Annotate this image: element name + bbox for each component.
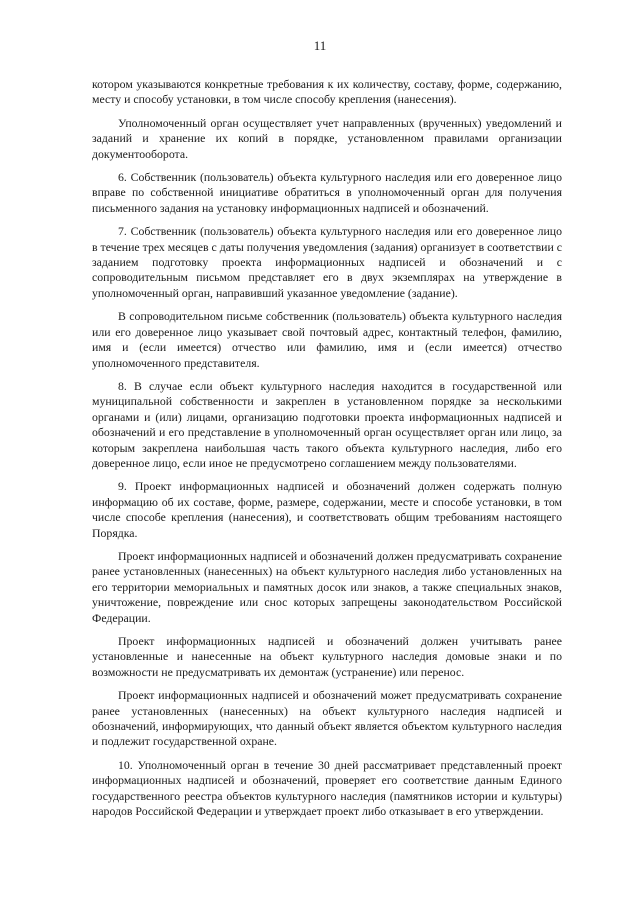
paragraph-preservation-requirement: Проект информационных надписей и обозначений должен предусматривать сохранение ранее установленных (нанесенных) на объект культурного наследия либо установленных на его территории мемориальных и памятных досок или знаков, а также специальных знаков, уничтожение, повреждение или снос которых запрещены законодательством Российской Федерации.	[92, 548, 562, 625]
paragraph-existing-inscriptions: Проект информационных надписей и обозначений может предусматривать сохранение ранее установленных (нанесенных) на объект культурного наследия надписей и обозначений, информирующих, что данный объект является объектом культурного наследия и подлежит государственной охране.	[92, 688, 562, 749]
paragraph-registration-note: Уполномоченный орган осуществляет учет направленных (врученных) уведомлений и заданий и хранение их копий в порядке, установленном правилами организации документооборота.	[92, 115, 562, 161]
paragraph-house-signs: Проект информационных надписей и обозначений должен учитывать ранее установленные и нанесенные на объект культурного наследия домовые знаки и по возможности не предусматривать их демонтаж (устранение) или перенос.	[92, 634, 562, 679]
paragraph-item-10: 10. Уполномоченный орган в течение 30 дней рассматривает представленный проект информационных надписей и обозначений, проверяет его соответствие данным Единого государственного реестра объектов культурного наследия (памятников истории и культуры) народов Российской Федерации и утверждает проект либо отказывает в его утверждении.	[92, 757, 562, 819]
paragraph-item-6: 6. Собственник (пользователь) объекта культурного наследия или его доверенное лицо вправе по собственной инициативе обратиться в уполномоченный орган для получения письменного задания на установку информационных надписей и обозначений.	[92, 170, 562, 215]
paragraph-continuation: котором указываются конкретные требования к их количеству, составу, форме, содержанию, месту и способу установки, в том числе способу крепления (нанесения).	[92, 77, 562, 107]
paragraph-item-7: 7. Собственник (пользователь) объекта культурного наследия или его доверенное лицо в течение трех месяцев с даты получения уведомления (задания) организует в соответствии с заданием подготовку проекта информационных надписей и обозначений и с сопроводительным письмом представляет его в двух экземплярах на утверждение в уполномоченный орган, направивший указанное уведомление (задание).	[92, 224, 562, 300]
paragraph-cover-letter: В сопроводительном письме собственник (пользователь) объекта культурного наследия или его доверенное лицо указывает свой почтовый адрес, контактный телефон, фамилию, имя и (если имеется) отчество или фамилию, имя и (если имеется) отчество уполномоченного представителя.	[92, 309, 562, 370]
paragraph-item-8: 8. В случае если объект культурного наследия находится в государственной или муниципальной собственности и закреплен в установленном порядке за несколькими органами и (или) лицами, организацию подготовки проекта информационных надписей и обозначений и его представление в уполномоченный орган осуществляет орган или лицо, за которым закреплена наибольшая часть такого объекта культурного наследия, либо его доверенное лицо, если иное не предусмотрено соглашением между пользователями.	[92, 378, 562, 470]
page-number: 11	[313, 38, 327, 53]
document-body	[92, 77, 562, 827]
paragraph-item-9: 9. Проект информационных надписей и обозначений должен содержать полную информацию об их составе, форме, размере, содержании, месте и способе установки, в том числе способе крепления (нанесения), и соответствовать общим требованиям настоящего Порядка.	[92, 479, 562, 540]
